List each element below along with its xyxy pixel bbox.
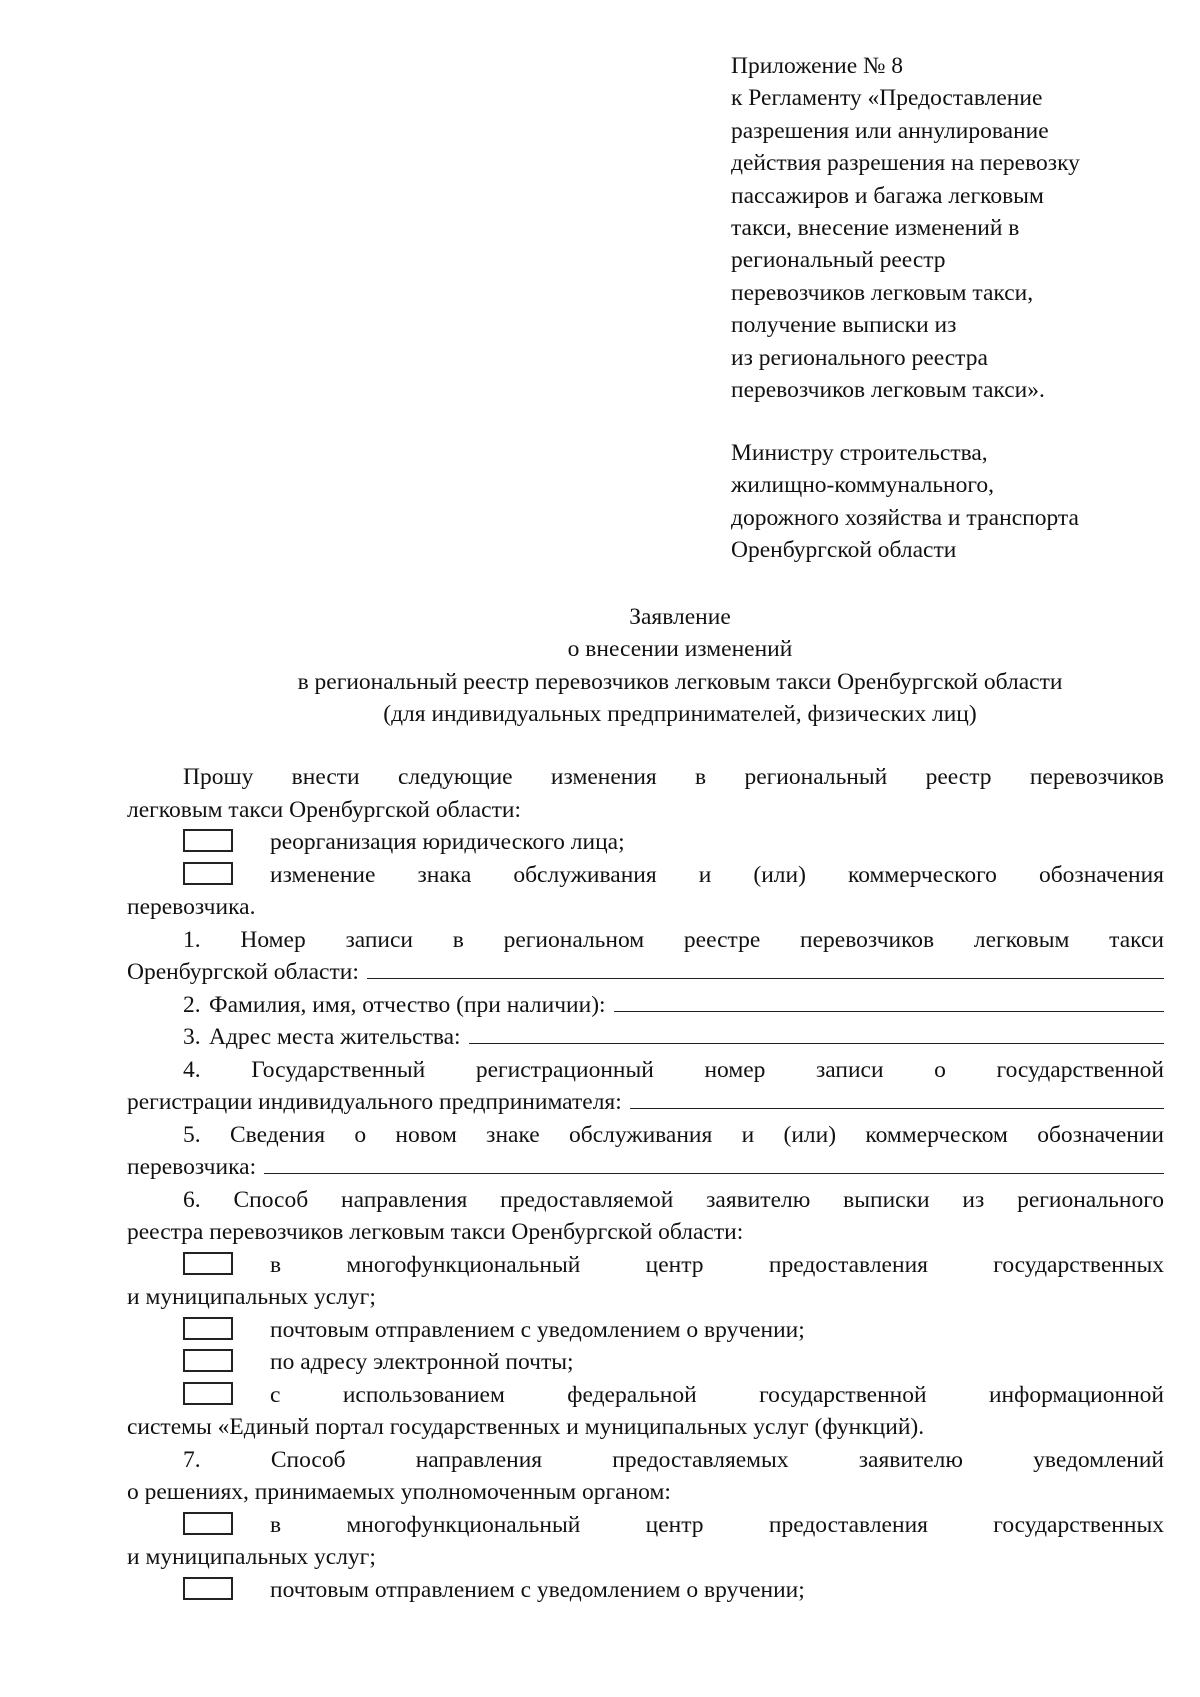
item-5 — [127, 1119, 1164, 1152]
item-text: Государственный регистрационный номер записи о государственной — [251, 1056, 1164, 1083]
item-number: 4. — [183, 1056, 201, 1083]
item-3 — [127, 1021, 1164, 1054]
annex-line: региональный реестр — [731, 247, 946, 274]
option-label: в многофункциональный центр предоставления государственных — [270, 1511, 1164, 1538]
item-7 — [127, 1444, 1164, 1477]
checkbox-6-mfc[interactable] — [183, 1252, 233, 1275]
option-label: в многофункциональный центр предоставления государственных — [270, 1251, 1164, 1278]
option-6-post — [127, 1314, 1164, 1347]
option-7-mfc — [127, 1509, 1164, 1542]
item-text: Оренбургской области: — [127, 959, 359, 985]
addressee — [731, 437, 1171, 567]
document-body — [127, 761, 1164, 1606]
annex-line: пассажиров и багажа легковым — [731, 182, 1044, 209]
option-label: реорганизация юридического лица; — [270, 829, 625, 855]
item-1-field-row — [127, 956, 1164, 989]
option-6-email — [127, 1346, 1164, 1379]
item-2 — [127, 989, 1164, 1022]
intro-paragraph-line: Прошу внести следующие изменения в региональный реестр перевозчиков — [183, 764, 1164, 790]
item-4 — [127, 1054, 1164, 1087]
annex-header — [731, 50, 1171, 406]
option-6-portal — [127, 1379, 1164, 1412]
annex-line: к Регламенту «Предоставление — [731, 85, 1043, 112]
option-reorganization — [127, 826, 1164, 859]
item-text-continued: реестра перевозчиков легковым такси Оренбургской области: — [127, 1219, 744, 1245]
addressee-line: Оренбургской области — [731, 537, 957, 564]
checkbox-7-mfc[interactable] — [183, 1512, 233, 1535]
registration-number-field[interactable] — [630, 1086, 1164, 1109]
annex-line: разрешения или аннулирование — [731, 117, 1049, 144]
option-label: по адресу электронной почты; — [270, 1349, 574, 1375]
item-number: 7. — [183, 1446, 201, 1473]
checkbox-6-email[interactable] — [183, 1349, 233, 1372]
item-text: Способ направления предоставляемой заявителю выписки из регионального — [233, 1186, 1164, 1213]
option-sign-change — [127, 859, 1164, 892]
title-line: в региональный реестр перевозчиков легковым такси Оренбургской области — [297, 668, 1063, 695]
option-label-continued: и муниципальных услуг; — [127, 1544, 376, 1570]
option-label-continued: перевозчика. — [127, 894, 256, 920]
addressee-line: жилищно-коммунального, — [731, 472, 995, 499]
item-number: 1. — [183, 926, 201, 953]
checkbox-reorganization[interactable] — [183, 829, 233, 852]
intro-paragraph-line: легковым такси Оренбургской области: — [127, 796, 521, 823]
item-6 — [127, 1184, 1164, 1217]
title-line: (для индивидуальных предпринимателей, физических лиц) — [383, 701, 977, 728]
option-label-continued: системы «Единый портал государственных и муниципальных услуг (функций). — [127, 1414, 925, 1440]
document-title — [130, 601, 1200, 731]
item-5-field-row — [127, 1151, 1164, 1184]
annex-line: такси, внесение изменений в — [731, 215, 1020, 242]
item-text: Номер записи в региональном реестре перевозчиков легковым такси — [240, 926, 1164, 953]
option-label: почтовым отправлением с уведомлением о вручении; — [270, 1576, 805, 1603]
annex-line: перевозчиков легковым такси». — [731, 377, 1045, 404]
item-text-continued: о решениях, принимаемых уполномоченным органом: — [127, 1479, 671, 1505]
title-line: Заявление — [629, 604, 731, 630]
option-7-post — [127, 1574, 1164, 1607]
option-label: изменение знака обслуживания и (или) коммерческого обозначения — [270, 861, 1164, 888]
addressee-line: Министру строительства, — [731, 440, 988, 466]
annex-line: действия разрешения на перевозку — [731, 150, 1080, 177]
item-number: 3. — [183, 1024, 201, 1050]
checkbox-7-post[interactable] — [183, 1577, 233, 1600]
item-1 — [127, 924, 1164, 957]
item-text: Сведения о новом знаке обслуживания и (или) коммерческом обозначении — [229, 1121, 1164, 1148]
full-name-field[interactable] — [614, 989, 1164, 1012]
checkbox-6-post[interactable] — [183, 1317, 233, 1340]
item-4-field-row — [127, 1086, 1164, 1119]
option-label: с использованием федеральной государственной информационной — [270, 1381, 1164, 1408]
item-text: Адрес места жительства: — [209, 1024, 461, 1050]
annex-line: из регионального реестра — [731, 344, 988, 371]
option-label-continued: и муниципальных услуг; — [127, 1284, 376, 1310]
item-text: перевозчика: — [127, 1154, 257, 1180]
residence-address-field[interactable] — [469, 1021, 1164, 1044]
option-6-mfc — [127, 1249, 1164, 1282]
checkbox-6-portal[interactable] — [183, 1382, 233, 1405]
option-label: почтовым отправлением с уведомлением о вручении; — [270, 1316, 805, 1343]
item-number: 5. — [183, 1121, 201, 1148]
item-text: Способ направления предоставляемых заявителю уведомлений — [270, 1446, 1164, 1473]
checkbox-sign-change[interactable] — [183, 862, 233, 885]
addressee-line: дорожного хозяйства и транспорта — [731, 504, 1079, 531]
annex-line: получение выписки из — [731, 312, 957, 339]
item-number: 6. — [183, 1186, 201, 1213]
annex-line: Приложение № 8 — [731, 53, 904, 79]
item-number: 2. — [183, 991, 201, 1018]
item-text: Фамилия, имя, отчество (при наличии): — [209, 991, 606, 1018]
new-service-sign-field[interactable] — [264, 1151, 1164, 1174]
title-line: о внесении изменений — [567, 636, 793, 663]
annex-line: перевозчиков легковым такси, — [731, 279, 1034, 306]
registry-record-number-field[interactable] — [367, 956, 1164, 979]
item-text: регистрации индивидуального предпринимателя: — [127, 1089, 622, 1115]
